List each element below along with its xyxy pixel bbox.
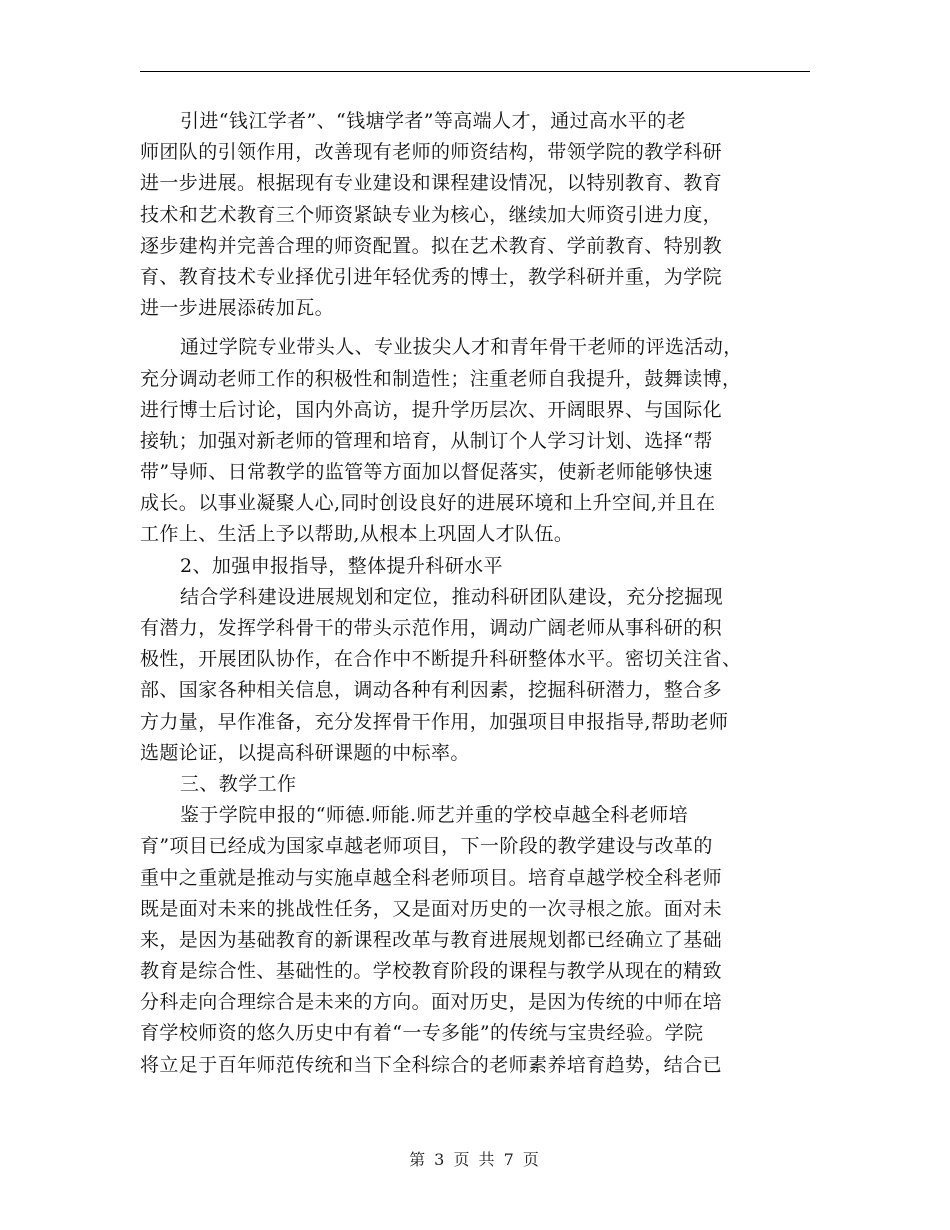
text-line: 接轨；加强对新老师的管理和培育，从制订个人学习计划、选择“帮 (140, 429, 713, 452)
text-line: 将立足于百年师范传统和当下全科综合的老师素养培育趋势，结合已 (140, 1053, 723, 1076)
text-line: 充分调动老师工作的积极性和制造性；注重老师自我提升，鼓舞读博， (140, 367, 742, 390)
paragraph-teacher-development (140, 332, 812, 550)
text-line: 通过学院专业带头人、专业拔尖人才和青年骨干老师的评选活动， (180, 336, 743, 359)
section-heading-research: 2、加强申报指导，整体提升科研水平 (180, 554, 503, 577)
header-rule (140, 71, 810, 72)
text-line: 部、国家各种相关信息，调动各种有利因素，挖掘科研潜力，整合多 (140, 679, 723, 702)
text-line: 逐步建构并完善合理的师资配置。拟在艺术教育、学前教育、特别教 (140, 234, 723, 257)
page-footer: 第 3 页 共 7 页 (409, 1150, 541, 1169)
paragraph-teaching-work (140, 800, 812, 1081)
section-heading-teaching: 三、教学工作 (180, 772, 297, 795)
text-line: 来，是因为基础教育的新课程改革与教育进展规划都已经确立了基础 (140, 928, 723, 951)
text-line: 带”导师、日常教学的监管等方面加以督促落实，使新老师能够快速 (140, 461, 713, 484)
text-line: 育学校师资的悠久历史中有着“一专多能”的传统与宝贵经验。学院 (140, 1022, 704, 1045)
text-line: 既是面对未来的挑战性任务，又是面对历史的一次寻根之旅。面对未 (140, 897, 723, 920)
paragraph-talent-introduction (140, 106, 812, 324)
paragraph-gap (140, 324, 812, 332)
text-line: 有潜力，发挥学科骨干的带头示范作用，调动广阔老师从事科研的积 (140, 617, 723, 639)
text-line: 育”项目已经成为国家卓越老师项目，下一阶段的教学建设与改革的 (140, 835, 713, 858)
text-line: 师团队的引领作用，改善现有老师的师资结构，带领学院的教学科研 (140, 141, 723, 164)
paragraph-research-guidance (140, 582, 812, 769)
text-line: 进一步进展添砖加瓦。 (140, 297, 335, 320)
text-line: 极性，开展团队协作，在合作中不断提升科研整体水平。密切关注省、 (140, 648, 742, 671)
text-line: 鉴于学院申报的“师德.师能.师艺并重的学校卓越全科老师培 (180, 804, 688, 827)
text-line: 工作上、生活上予以帮助,从根本上巩固人才队伍。 (140, 523, 574, 546)
text-line: 技术和艺术教育三个师资紧缺专业为核心，继续加大师资引进力度， (140, 203, 723, 226)
text-line: 成长。以事业凝聚人心,同时创设良好的进展环境和上升空间,并且在 (140, 492, 716, 515)
body-text (140, 106, 812, 1081)
text-line: 进一步进展。根据现有专业建设和课程建设情况，以特别教育、教育 (140, 172, 723, 195)
text-line: 选题论证，以提高科研课题的中标率。 (140, 741, 470, 764)
text-line: 进行博士后讨论，国内外高访，提升学历层次、开阔眼界、与国际化 (140, 398, 723, 421)
text-line: 育、教育技术专业择优引进年轻优秀的博士，教学科研并重，为学院 (140, 265, 723, 288)
text-line: 方力量，早作准备，充分发挥骨干作用，加强项目申报指导,帮助老师 (140, 710, 729, 733)
text-line: 教育是综合性、基础性的。学校教育阶段的课程与教学从现在的精致 (140, 960, 723, 983)
text-line: 结合学科建设进展规划和定位，推动科研团队建设，充分挖掘现 (180, 585, 724, 608)
text-line: 重中之重就是推动与实施卓越全科老师项目。培育卓越学校全科老师 (140, 866, 723, 889)
text-line: 引进“钱江学者”、“钱塘学者”等高端人才，通过高水平的老 (180, 110, 687, 132)
text-line: 分科走向合理综合是未来的方向。面对历史，是因为传统的中师在培 (140, 991, 723, 1014)
